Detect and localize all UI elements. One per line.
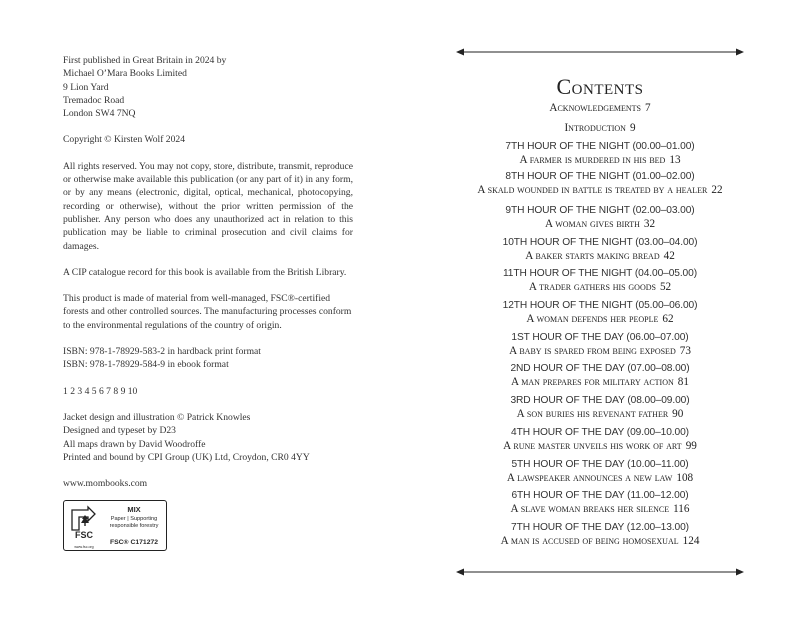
fsc-certification-logo <box>63 500 167 551</box>
copyright-text-block <box>63 54 353 503</box>
toc-chapter-hour: 7TH HOUR OF THE DAY (12.00–13.00) <box>511 522 689 533</box>
toc-page-number: 32 <box>643 218 656 230</box>
toc-chapter-hour: 10TH HOUR OF THE NIGHT (03.00–04.00) <box>502 237 698 248</box>
toc-page-number: 13 <box>669 154 681 166</box>
publisher-line: Michael O’Mara Books Limited <box>63 68 187 80</box>
fsc-code: FSC® C171272 <box>109 539 159 546</box>
toc-chapter-title: A farmer is murdered in his bed <box>519 154 666 166</box>
publisher-address <box>63 54 353 120</box>
toc-chapter[interactable] <box>440 362 760 389</box>
credit-line: Printed and bound by CPI Group (UK) Ltd, Croydon, CR0 4YY <box>63 451 310 463</box>
toc-entry-row <box>440 153 760 167</box>
product-statement: This product is made of material from well-managed, FSC®-certified forests and other controlled sources. The manufacturing processes conform to the environmental regulations of the country of origin. <box>63 293 352 331</box>
toc-chapter-title: A woman defends her people <box>526 313 659 325</box>
toc-chapter-title: A skald wounded in battle is treated by a healer <box>477 184 708 196</box>
toc-chapter-hour: 8TH HOUR OF THE NIGHT (01.00–02.00) <box>505 171 695 182</box>
double-arrow-divider-icon <box>456 567 744 577</box>
toc-entry-row <box>440 121 760 135</box>
toc-chapter[interactable] <box>440 299 760 326</box>
publisher-line: 9 Lion Yard <box>63 81 109 93</box>
toc-entry-row <box>440 217 760 231</box>
toc-chapter-hour: 5TH HOUR OF THE DAY (10.00–11.00) <box>511 459 689 470</box>
toc-entry-row <box>440 534 760 548</box>
isbn-hardback: ISBN: 978-1-78929-583-2 in hardback print format <box>63 346 261 358</box>
toc-chapter-hour: 7TH HOUR OF THE NIGHT (00.00–01.00) <box>505 141 695 152</box>
toc-chapter-title: A baker starts making bread <box>525 250 660 262</box>
toc-chapter[interactable] <box>440 458 760 485</box>
toc-entry-row <box>440 375 760 389</box>
toc-chapter-title: A trader gathers his goods <box>528 281 656 293</box>
toc-chapter[interactable] <box>440 140 760 167</box>
double-arrow-divider-icon <box>456 47 744 57</box>
toc-entry-row <box>440 280 760 294</box>
toc-entry-title: Acknowledgements <box>549 102 642 114</box>
toc-page-number: 9 <box>629 122 636 134</box>
toc-chapter-hour: 11TH HOUR OF THE NIGHT (04.00–05.00) <box>503 268 697 279</box>
toc-chapter-title: A man is accused of being homosexual <box>500 535 679 547</box>
isbn-block <box>63 345 353 372</box>
toc-chapter-title: A lawspeaker announces a new law <box>506 472 673 484</box>
print-line: 1 2 3 4 5 6 7 8 9 10 <box>63 385 138 397</box>
toc-chapter-hour: 2ND HOUR OF THE DAY (07.00–08.00) <box>510 363 690 374</box>
toc-chapter[interactable] <box>440 394 760 421</box>
toc-chapter-title: A man prepares for military action <box>511 376 674 388</box>
toc-chapter[interactable] <box>440 331 760 358</box>
toc-chapter-hour: 6TH HOUR OF THE DAY (11.00–12.00) <box>511 490 689 501</box>
toc-page-number: 116 <box>673 503 690 515</box>
toc-chapter[interactable] <box>440 489 760 516</box>
toc-chapter-hour: 3RD HOUR OF THE DAY (08.00–09.00) <box>510 395 690 406</box>
publisher-line: Tremadoc Road <box>63 94 125 106</box>
toc-entry-acknowledgements[interactable] <box>440 101 760 115</box>
toc-chapter[interactable] <box>440 521 760 548</box>
fsc-mix-label: MIX <box>127 505 141 514</box>
toc-entry-title: Introduction <box>564 122 626 134</box>
credit-line: Jacket design and illustration © Patrick Knowles <box>63 411 251 423</box>
toc-page-number: 124 <box>682 535 700 547</box>
toc-entry-row <box>440 471 760 485</box>
copyright-notice: Copyright © Kirsten Wolf 2024 <box>63 134 185 146</box>
contents-page <box>400 0 800 618</box>
contents-title: Contents <box>556 74 644 99</box>
toc-chapter-hour: 9TH HOUR OF THE NIGHT (02.00–03.00) <box>505 205 695 216</box>
toc-page-number: 7 <box>645 102 651 114</box>
fsc-subtitle <box>102 516 166 529</box>
toc-chapter-title: A son buries his revenant father <box>516 408 669 420</box>
toc-chapter[interactable] <box>440 170 760 197</box>
publisher-line: London SW4 7NQ <box>63 108 136 120</box>
toc-page-number: 52 <box>659 281 672 293</box>
toc-page-number: 62 <box>662 313 674 325</box>
credit-line: All maps drawn by David Woodroffe <box>63 438 206 450</box>
credit-line: Designed and typeset by D23 <box>63 425 176 437</box>
toc-page-number: 99 <box>685 440 697 452</box>
toc-page-number: 81 <box>677 376 689 388</box>
toc-page-number: 22 <box>711 184 723 196</box>
toc-entry-row <box>440 502 760 516</box>
toc-chapter-hour: 1ST HOUR OF THE DAY (06.00–07.00) <box>511 332 689 343</box>
toc-chapter-hour: 4TH HOUR OF THE DAY (09.00–10.00) <box>511 427 689 438</box>
toc-page-number: 42 <box>663 250 675 262</box>
toc-entry-row <box>440 407 760 421</box>
toc-entry-row <box>440 183 760 197</box>
toc-chapter-title: A woman gives birth <box>544 218 640 230</box>
credits-block <box>63 411 353 464</box>
toc-page-number: 73 <box>679 345 691 357</box>
toc-chapter[interactable] <box>440 426 760 453</box>
fsc-subtitle-line: responsible forestry <box>109 522 159 529</box>
toc-chapter-title: A rune master unveils his work of art <box>503 440 682 452</box>
toc-chapter[interactable] <box>440 204 760 231</box>
toc-chapter-hour: 12TH HOUR OF THE NIGHT (05.00–06.00) <box>502 300 698 311</box>
toc-page-number: 108 <box>676 472 694 484</box>
toc-chapter-title: A baby is spared from being exposed <box>509 345 676 357</box>
toc-chapter[interactable] <box>440 267 760 294</box>
fsc-subtitle-line: Paper | Supporting <box>110 516 158 522</box>
toc-entry-row <box>440 249 760 263</box>
publisher-line: First published in Great Britain in 2024 by <box>63 55 227 66</box>
toc-chapter-title: A slave woman breaks her silence <box>510 503 670 515</box>
toc-entry-row <box>440 439 760 453</box>
toc-entry-row <box>440 101 760 115</box>
fsc-url: www.fsc.org <box>74 545 94 549</box>
rights-statement: All rights reserved. You may not copy, store, distribute, transmit, reproduce or otherwise make available this publication (or any part of it) in any form, or by any means (electronic, digital, optical, mechanical, photocopying, recording or otherwise), without the prior written permission of the publisher. Any person who does any unauthorized act in relation to this publication may be liable to criminal prosecution and civil claims for damages. <box>63 160 353 252</box>
toc-entry-row <box>440 344 760 358</box>
isbn-ebook: ISBN: 978-1-78929-584-9 in ebook format <box>63 359 229 371</box>
toc-entry-row <box>440 312 760 326</box>
fsc-label: FSC <box>75 530 93 540</box>
fsc-tree-icon <box>68 504 100 548</box>
toc-chapter[interactable] <box>440 236 760 263</box>
toc-page-number: 90 <box>672 408 684 420</box>
cip-statement: A CIP catalogue record for this book is available from the British Library. <box>63 266 347 278</box>
toc-entry-introduction[interactable] <box>440 121 760 135</box>
publisher-website[interactable]: www.mombooks.com <box>63 478 148 490</box>
